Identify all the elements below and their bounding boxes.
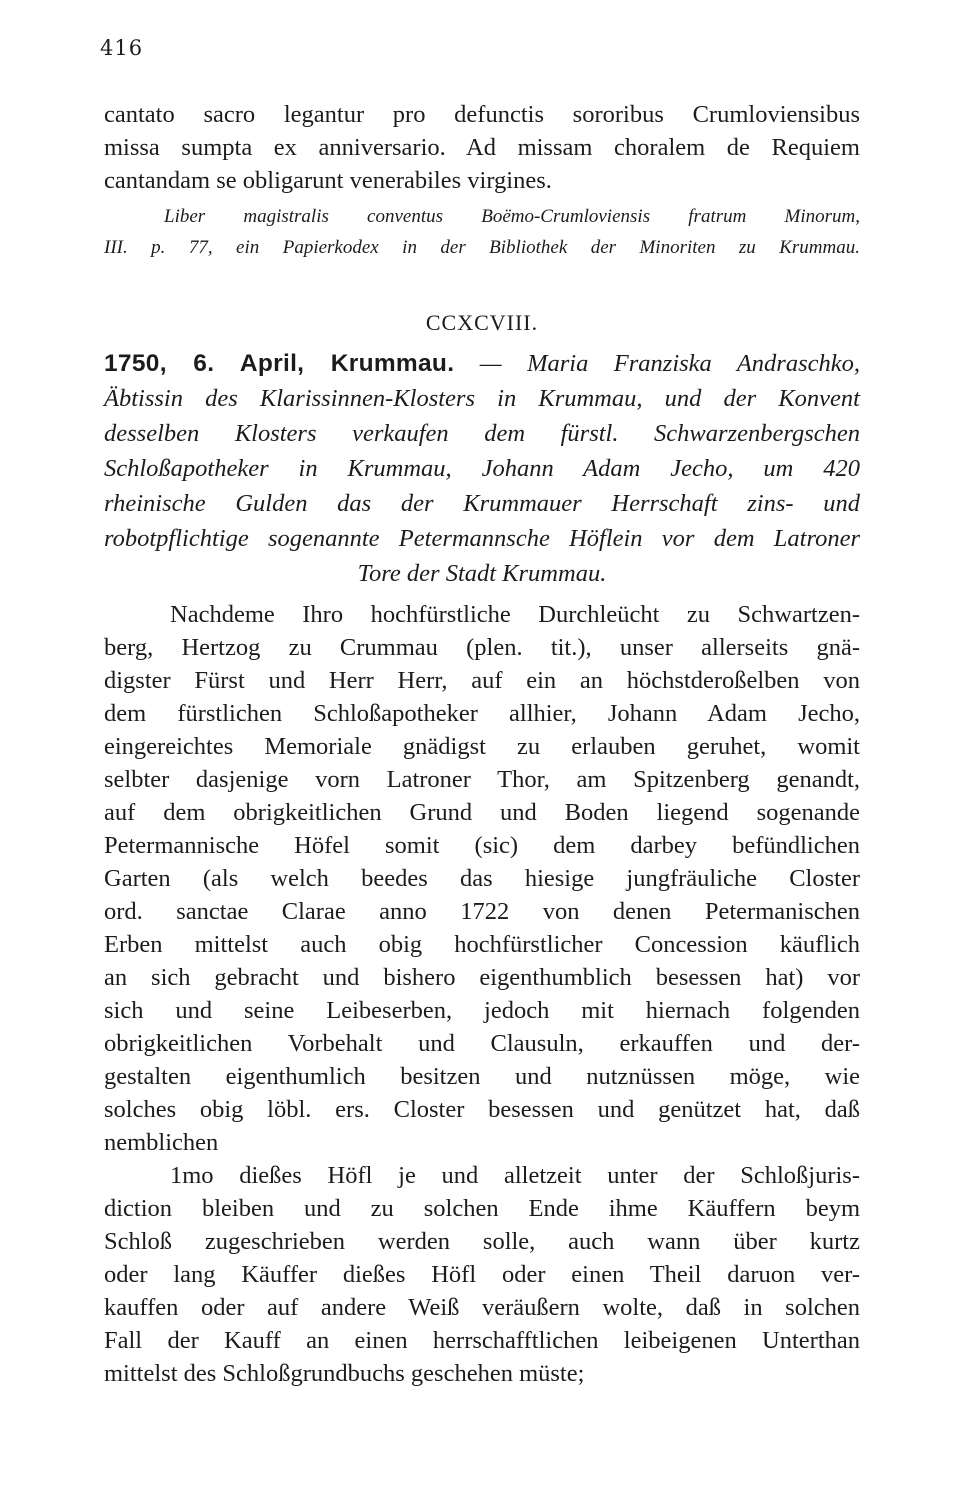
text-line: kauffen oder auf andere Weiß veräußern wolte, daß in solchen	[104, 1294, 860, 1321]
document-number: CCXCVIII.	[425, 310, 539, 335]
text-line: III. p. 77, ein Papierkodex in der Bibliothek der Minoriten zu Krummau.	[104, 237, 860, 258]
text-line: selbter dasjenige vorn Latroner Thor, am Spitzenberg genandt,	[104, 766, 860, 793]
text-line: missa sumpta ex anniversario. Ad missam choralem de Requiem	[104, 134, 860, 161]
text-line: Liber magistralis conventus Boëmo-Crumloviensis fratrum Minorum,	[164, 206, 860, 227]
text-line: Schloßapotheker in Krummau, Johann Adam Jecho, um 420	[104, 455, 860, 482]
text-line: gestalten eigenthumlich besitzen und nutznüssen möge, wie	[104, 1063, 860, 1090]
text-line: solches obig löbl. ers. Closter besessen und genützet hat, daß	[104, 1096, 860, 1123]
text-line: rheinische Gulden das der Krummauer Herrschaft zins- und	[104, 490, 860, 517]
text-line: Erben mittelst auch obig hochfürstlicher Concession käuflich	[104, 931, 860, 958]
text-line: Schloß zugeschrieben werden solle, auch wann über kurtz	[104, 1228, 860, 1255]
text-line: cantandam se obligarunt venerabiles virgines.	[104, 167, 552, 194]
text-line: Tore der Stadt Krummau.	[357, 560, 607, 587]
text-line: Petermannische Höfel somit (sic) dem darbey befündlichen	[104, 832, 860, 859]
text-line: cantato sacro legantur pro defunctis sororibus Crumloviensibus	[104, 101, 860, 128]
text-line: ord. sanctae Clarae anno 1722 von denen Petermanischen	[104, 898, 860, 925]
text-line: 1mo dießes Höfl je und alletzeit unter der Schloßjuris-	[170, 1162, 860, 1189]
text-line: digster Fürst und Herr Herr, auf ein an höchstderoßelben von	[104, 667, 860, 694]
text-line: oder lang Käuffer dießes Höfl oder einen Theil daruon ver-	[104, 1261, 860, 1288]
text-line: an sich gebracht und bishero eigenthumblich besessen hat) vor	[104, 964, 860, 991]
regest-first-line	[104, 346, 860, 381]
text-line: mittelst des Schloßgrundbuchs geschehen müste;	[104, 1360, 585, 1387]
text-line: dem fürstlichen Schloßapotheker allhier, Johann Adam Jecho,	[104, 700, 860, 727]
text-line: diction bleiben und zu solchen Ende ihme Käuffern beym	[104, 1195, 860, 1222]
text-line: Nachdeme Ihro hochfürstliche Durchleücht zu Schwartzen-	[170, 601, 860, 628]
text-line: sich und seine Leibeserben, jedoch mit hiernach folgenden	[104, 997, 860, 1024]
text-line: nemblichen	[104, 1129, 219, 1156]
text-line: Fall der Kauff an einen herrschafftlichen leibeigenen Unterthan	[104, 1327, 860, 1354]
text-line: desselben Klosters verkaufen dem fürstl. Schwarzenbergschen	[104, 420, 860, 447]
text-line: auf dem obrigkeitlichen Grund und Boden liegend sogenande	[104, 799, 860, 826]
text-line: obrigkeitlichen Vorbehalt und Clausuln, erkauffen und der-	[104, 1030, 860, 1057]
text-line: Garten (als welch beedes das hiesige jungfräuliche Closter	[104, 865, 860, 892]
document-regest	[104, 346, 860, 591]
text-line: berg, Hertzog zu Crummau (plen. tit.), unser allerseits gnä-	[104, 634, 860, 661]
page-number: 416	[100, 36, 144, 60]
regest-text: — Maria Franziska Andraschko,	[454, 350, 860, 377]
date-place-heading: 1750, 6. April, Krummau.	[104, 350, 455, 377]
text-line: robotpflichtige sogenannte Petermannsche Höflein vor dem Latroner	[104, 525, 860, 552]
document-body	[104, 598, 860, 1390]
text-line: Äbtissin des Klarissinnen-Klosters in Krummau, und der Konvent	[104, 385, 860, 412]
source-citation	[104, 201, 860, 263]
intro-paragraph	[104, 98, 860, 197]
text-line: eingereichtes Memoriale gnädigst zu erlauben geruhet, womit	[104, 733, 860, 760]
